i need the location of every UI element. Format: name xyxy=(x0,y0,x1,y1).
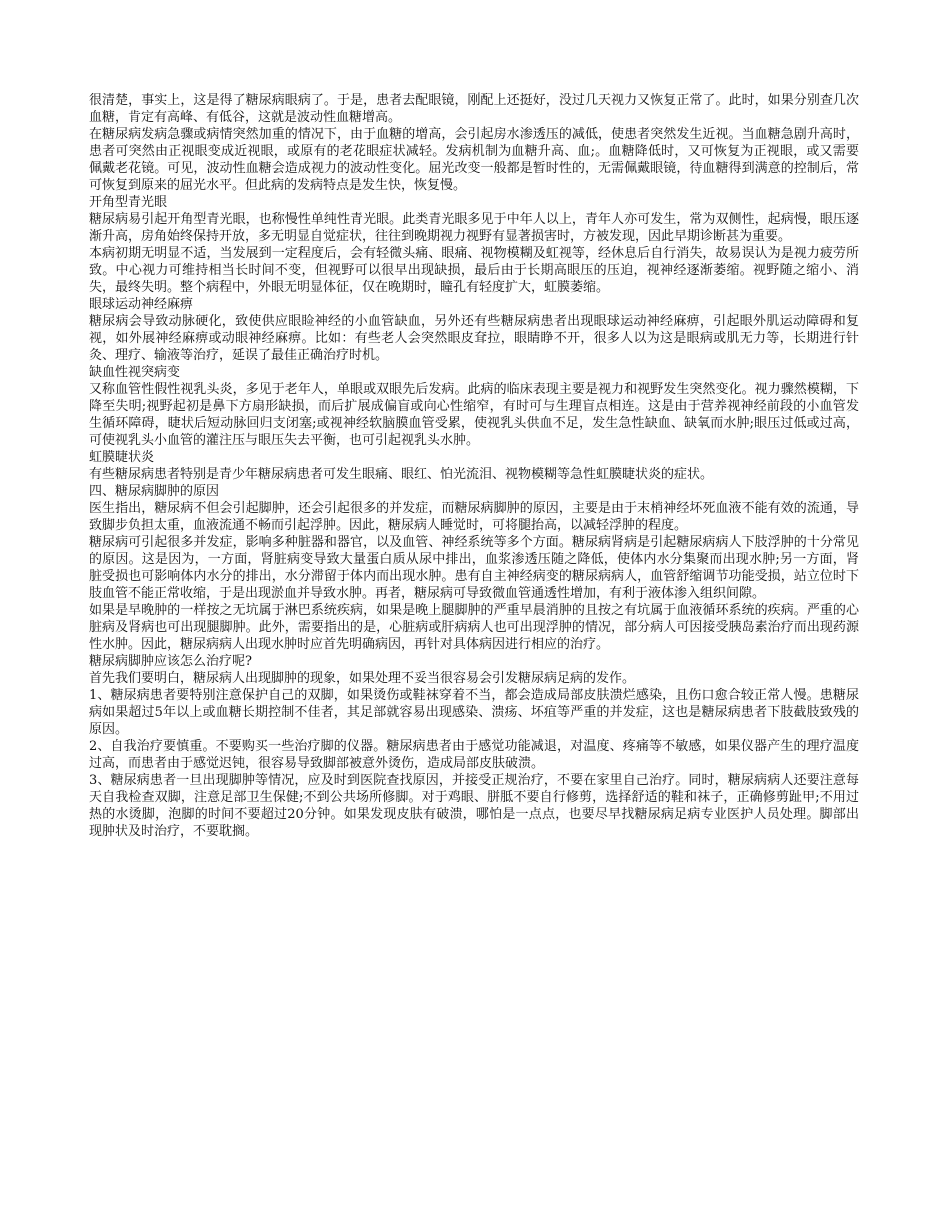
paragraph: 医生指出，糖尿病不但会引起脚肿，还会引起很多的并发症，而糖尿病脚肿的原因，主要是由于末梢神经坏死血液不能有效的流通，导致脚步负担太重，血液流通不畅而引起浮肿。因此，糖尿病人睡觉时，可将腿抬高，以减轻浮肿的程度。 xyxy=(89,501,859,533)
list-item: 1、糖尿病患者要特别注意保护自己的双脚，如果烫伤或鞋袜穿着不当，都会造成局部皮肤溃烂感染，且伤口愈合较正常人慢。患糖尿病如果超过5年以上或血糖长期控制不佳者，其足部就容易出现感染、溃疡、坏疽等严重的并发症，这也是糖尿病患者下肢截肢致残的原因。 xyxy=(89,688,859,737)
document-body xyxy=(89,92,859,840)
paragraph: 如果是早晚肿的一样按之无坑属于淋巴系统疾病，如果是晚上腿脚肿的严重早晨消肿的且按之有坑属于血液循环系统的疾病。严重的心脏病及肾病也可出现腿脚肿。此外，需要指出的是，心脏病或肝病病人也可出现浮肿的情况，部分病人可因接受胰岛素治疗而出现药源性水肿。因此，糖尿病病人出现水肿时应首先明确病因，再针对具体病因进行相应的治疗。 xyxy=(89,603,859,652)
paragraph: 有些糖尿病患者特别是青少年糖尿病患者可发生眼痛、眼红、怕光流泪、视物模糊等急性虹膜睫状炎的症状。 xyxy=(89,467,714,482)
paragraph: 又称血管性假性视乳头炎，多见于老年人，单眼或双眼先后发病。此病的临床表现主要是视力和视野发生突然变化。视力骤然模糊，下降至失明;视野起初是鼻下方扇形缺损，而后扩展成偏盲或向心性缩窄，有时可与生理盲点相连。这是由于营养视神经前段的小血管发生循环障碍，睫状后短动脉回归支闭塞;或视神经软脑膜血管受累，使视乳头供血不足，发生急性缺血、缺氧而水肿;眼压过低或过高，可使视乳头小血管的灌注压与眼压失去平衡，也可引起视乳头水肿。 xyxy=(89,382,859,448)
section-heading: 四、糖尿病脚肿的原因 xyxy=(89,484,220,499)
section-heading: 糖尿病脚肿应该怎么治疗呢? xyxy=(89,654,252,669)
section-heading: 虹膜睫状炎 xyxy=(89,450,155,465)
paragraph: 首先我们要明白，糖尿病人出现脚肿的现象，如果处理不妥当很容易会引发糖尿病足病的发作。 xyxy=(89,671,636,686)
paragraph: 糖尿病易引起开角型青光眼，也称慢性单纯性青光眼。此类青光眼多见于中年人以上，青年人亦可发生，常为双侧性，起病慢，眼压逐渐升高，房角始终保持开放，多无明显自觉症状，往往到晚期视力视野有显著损害时，方被发现，因此早期诊断甚为重要。 xyxy=(89,212,859,244)
paragraph: 很清楚，事实上，这是得了糖尿病眼病了。于是，患者去配眼镜，刚配上还挺好，没过几天视力又恢复正常了。此时，如果分别查几次血糖，肯定有高峰、有低谷，这就是波动性血糖增高。 xyxy=(89,93,859,125)
list-item: 2、自我治疗要慎重。不要购买一些治疗脚的仪器。糖尿病患者由于感觉功能减退，对温度、疼痛等不敏感，如果仪器产生的理疗温度过高，而患者由于感觉迟钝，很容易导致脚部被意外烫伤，造成局部皮肤破溃。 xyxy=(89,739,859,771)
paragraph: 糖尿病会导致动脉硬化，致使供应眼睑神经的小血管缺血，另外还有些糖尿病患者出现眼球运动神经麻痹，引起眼外肌运动障碍和复视，如外展神经麻痹或动眼神经麻痹。比如：有些老人会突然眼皮耷拉，眼睛睁不开，很多人以为这是眼病或肌无力等，长期进行针灸、理疗、输液等治疗，延误了最佳正确治疗时机。 xyxy=(89,314,859,363)
list-item: 3、糖尿病患者一旦出现脚肿等情况，应及时到医院查找原因，并接受正规治疗，不要在家里自己治疗。同时，糖尿病病人还要注意每天自我检查双脚，注意足部卫生保健;不到公共场所修脚。对于鸡眼、胼胝不要自行修剪，选择舒适的鞋和袜子，正确修剪趾甲;不用过热的水烫脚，泡脚的时间不要超过20分钟。如果发现皮肤有破溃，哪怕是一点点，也要尽早找糖尿病足病专业医护人员处理。脚部出现肿状及时治疗，不要耽搁。 xyxy=(89,773,859,839)
paragraph: 本病初期无明显不适，当发展到一定程度后，会有轻微头痛、眼痛、视物模糊及虹视等，经休息后自行消失，故易误认为是视力疲劳所致。中心视力可维持相当长时间不变，但视野可以很早出现缺损，最后由于长期高眼压的压迫，视神经逐渐萎缩。视野随之缩小、消失，最终失明。整个病程中，外眼无明显体征，仅在晚期时，瞳孔有轻度扩大，虹膜萎缩。 xyxy=(89,246,859,295)
section-heading: 眼球运动神经麻痹 xyxy=(89,297,194,312)
paragraph: 糖尿病可引起很多并发症，影响多种脏器和器官，以及血管、神经系统等多个方面。糖尿病肾病是引起糖尿病病人下肢浮肿的十分常见的原因。这是因为，一方面，肾脏病变导致大量蛋白质从尿中排出，血浆渗透压随之降低，使体内水分集聚而出现水肿;另一方面，肾脏受损也可影响体内水分的排出，水分滞留于体内而出现水肿。患有自主神经病变的糖尿病病人，血管舒缩调节功能受损，站立位时下肢血管不能正常收缩，于是出现淤血并导致水肿。再者，糖尿病可导致微血管通透性增加，有利于液体渗入组织间隙。 xyxy=(89,535,859,601)
section-heading: 缺血性视突病变 xyxy=(89,365,181,380)
paragraph: 在糖尿病发病急骤或病情突然加重的情况下，由于血糖的增高，会引起房水渗透压的减低，使患者突然发生近视。当血糖急剧升高时，患者可突然由正视眼变成近视眼，或原有的老花眼症状减轻。发病机制为血糖升高、血;。血糖降低时，又可恢复为正视眼，或又需要佩戴老花镜。可见，波动性血糖会造成视力的波动性变化。屈光改变一般都是暂时性的，无需佩戴眼镜，待血糖得到满意的控制后，常可恢复到原来的屈光水平。但此病的发病特点是发生快，恢复慢。 xyxy=(89,127,859,193)
section-heading: 开角型青光眼 xyxy=(89,195,168,210)
